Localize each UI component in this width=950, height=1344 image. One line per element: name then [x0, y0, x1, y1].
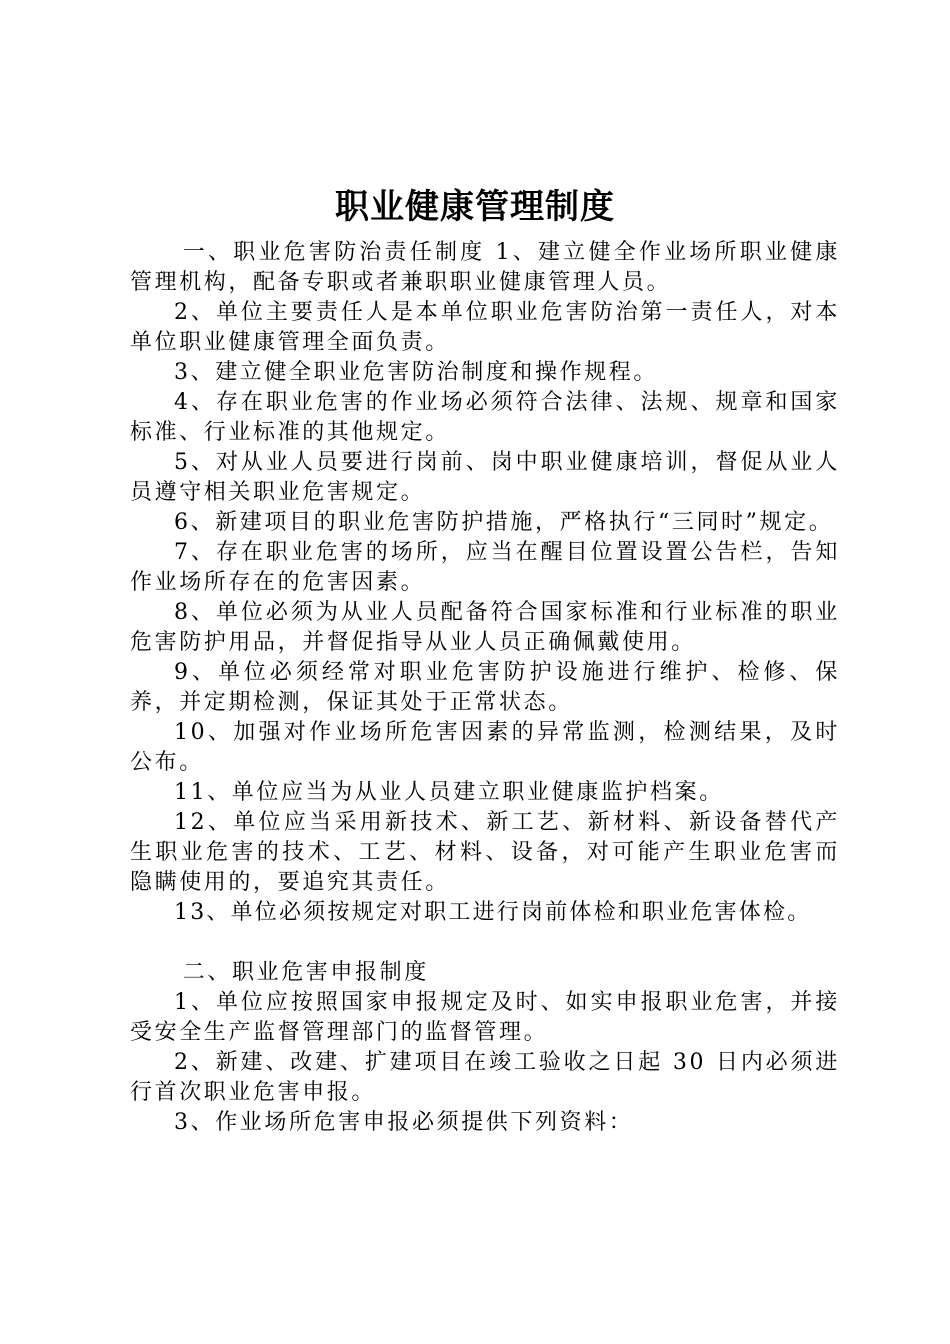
paragraph-3: 3、建立健全职业危害防治制度和操作规程。	[174, 360, 658, 385]
paragraph-2: 2、单位主要责任人是本单位职业危害防治第一责任人，对本单位职业健康管理全面负责。	[130, 300, 840, 355]
paragraph-5: 5、对从业人员要进行岗前、岗中职业健康培训，督促从业人员遵守相关职业危害规定。	[130, 450, 840, 505]
paragraph-1: 一、职业危害防治责任制度 1、建立健全作业场所职业健康管理机构，配备专职或者兼职职业健康管理人员。	[130, 240, 840, 295]
document-title: 职业健康管理制度	[335, 187, 615, 227]
paragraph-9: 9、单位必须经常对职业危害防护设施进行维护、检修、保养，并定期检测，保证其处于正常状态。	[130, 660, 840, 715]
document-body	[130, 238, 840, 1138]
paragraph-8: 8、单位必须为从业人员配备符合国家标准和行业标准的职业危害防护用品，并督促指导从业人员正确佩戴使用。	[130, 600, 840, 655]
paragraph-12: 12、单位应当采用新技术、新工艺、新材料、新设备替代产生职业危害的技术、工艺、材料、设备，对可能产生职业危害而隐瞒使用的，要追究其责任。	[130, 810, 840, 895]
paragraph-4: 4、存在职业危害的作业场必须符合法律、法规、规章和国家标准、行业标准的其他规定。	[130, 390, 840, 445]
section-2-heading: 二、职业危害申报制度	[182, 960, 429, 985]
section-2-paragraph-3: 3、作业场所危害申报必须提供下列资料：	[174, 1110, 634, 1135]
paragraph-10: 10、加强对作业场所危害因素的异常监测，检测结果，及时公布。	[130, 720, 840, 775]
paragraph-13: 13、单位必须按规定对职工进行岗前体检和职业危害体检。	[174, 900, 812, 925]
section-2-paragraph-2: 2、新建、改建、扩建项目在竣工验收之日起 30 日内必须进行首次职业危害申报。	[130, 1050, 840, 1105]
paragraph-7: 7、存在职业危害的场所，应当在醒目位置设置公告栏，告知作业场所存在的危害因素。	[130, 540, 840, 595]
paragraph-6: 6、新建项目的职业危害防护措施，严格执行“三同时”规定。	[174, 510, 834, 535]
section-spacer	[130, 928, 840, 958]
section-2-paragraph-1: 1、单位应按照国家申报规定及时、如实申报职业危害，并接受安全生产监督管理部门的监督管理。	[130, 990, 840, 1045]
paragraph-11: 11、单位应当为从业人员建立职业健康监护档案。	[174, 780, 724, 805]
